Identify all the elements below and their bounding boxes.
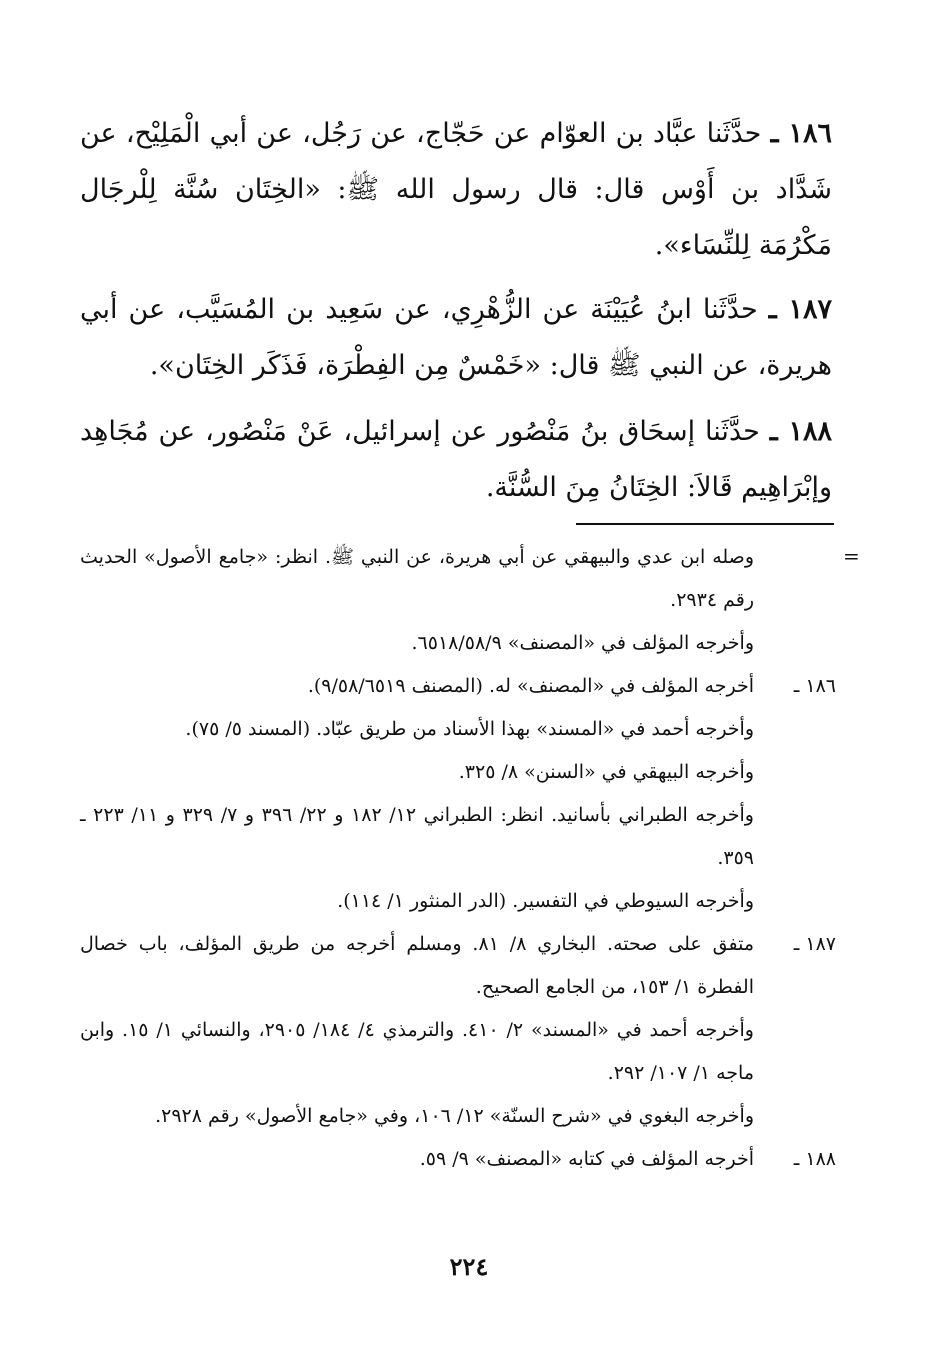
footnote-text: وأخرجه أحمد في «المسند» بهذا الأسناد من طريق عبّاد. (المسند ٥/ ٧٥). [185, 718, 754, 740]
footnote-text: أخرجه المؤلف في كتابه «المصنف» ٩/ ٥٩. [419, 1148, 754, 1170]
footnote-text: وأخرجه المؤلف في «المصنف» ٦٥١٨/٥٨/٩. [411, 632, 754, 654]
footnote [80, 1009, 836, 1095]
footnote-text: متفق على صحته. البخاري ٨/ ٨١. ومسلم أخرجه من طريق المؤلف، باب خصال الفطرة ١/ ١٥٣، من الجامع الصحيح. [80, 933, 755, 998]
footnote-text: وأخرجه السيوطي في التفسير. (الدر المنثور ١/ ١١٤). [337, 890, 754, 912]
footnote-text: وأخرجه البغوي في «شرح السنّة» ١٢/ ١٠٦، وفي «جامع الأصول» رقم ٢٩٢٨. [155, 1105, 754, 1127]
footnote [80, 665, 836, 708]
footnote-text: وأخرجه الطبراني بأسانيد. انظر: الطبراني ١٢/ ١٨٢ و ٢٢/ ٣٩٦ و ٧/ ٣٢٩ و ١١/ ٢٢٣ ـ ٣٥٩. [80, 804, 754, 869]
footnote-text: وأخرجه البيهقي في «السنن» ٨/ ٣٢٥. [458, 761, 754, 783]
hadith-text: حدَّثَنا عبَّاد بن العوّام عن حَجّاج، عن رَجُل، عن أبي الْمَلِيْح، عن شَدَّاد بن أَوْس قال: قال رسول الله ﷺ: «الخِتَان سُنَّة لِلْرجَال مَكْرُمَة لِلنِّسَاء». [80, 118, 832, 261]
hadith-number: ١٨٦ ـ [770, 118, 832, 149]
footnotes [80, 536, 836, 1181]
footnote [80, 708, 836, 751]
footnote [80, 794, 836, 880]
hadith-187 [80, 282, 832, 394]
hadith-186 [80, 106, 832, 274]
footnote-text: وصله ابن عدي والبيهقي عن أبي هريرة، عن النبي ﷺ. انظر: «جامع الأصول» الحديث رقم ٢٩٣٤. [80, 546, 754, 611]
footnote-number: ١٨٨ ـ [793, 1148, 836, 1170]
hadith-number: ١٨٧ ـ [768, 294, 832, 325]
footnote-number: ١٨٧ ـ [793, 933, 836, 955]
footnote [80, 536, 836, 622]
footnote-divider [576, 523, 834, 525]
footnote [80, 751, 836, 794]
page-number: ٢٢٤ [449, 1252, 489, 1281]
footnote-number: ١٨٦ ـ [793, 675, 836, 697]
footnote [80, 923, 836, 1009]
hadith-text: حدَّثَنا إسحَاق بنُ مَنْصُور عن إسرائيل، عَنْ مَنْصُور، عن مُجَاهِد وإبْرَاهِيم قَالاَ: الخِتَانُ مِنَ السُّنَّة. [80, 416, 832, 503]
footnote-text: أخرجه المؤلف في «المصنف» له. (المصنف ٩/٥٨/٦٥١٩). [307, 675, 754, 697]
footnote [80, 880, 836, 923]
hadith-188 [80, 404, 832, 516]
footnote-text: وأخرجه أحمد في «المسند» ٢/ ٤١٠. والترمذي ٤/ ١٨٤/ ٢٩٠٥، والنسائي ١/ ١٥. وابن ماجه ١/ ١٠٧/ ٢٩٢. [80, 1019, 754, 1084]
hadith-text: حدَّثَنا ابنُ عُيَيْنَة عن الزُّهْرِي، عن سَعِيد بن المُسَيَّب، عن أبي هريرة، عن النبي ﷺ قال: «خَمْسٌ مِن الفِطْرَة، فَذَكَر الخِتَان». [80, 294, 832, 381]
continuation-mark: = [843, 544, 860, 568]
footnote [80, 1095, 836, 1138]
footnote [80, 622, 836, 665]
footnote [80, 1138, 836, 1181]
hadith-number: ١٨٨ ـ [769, 416, 832, 447]
